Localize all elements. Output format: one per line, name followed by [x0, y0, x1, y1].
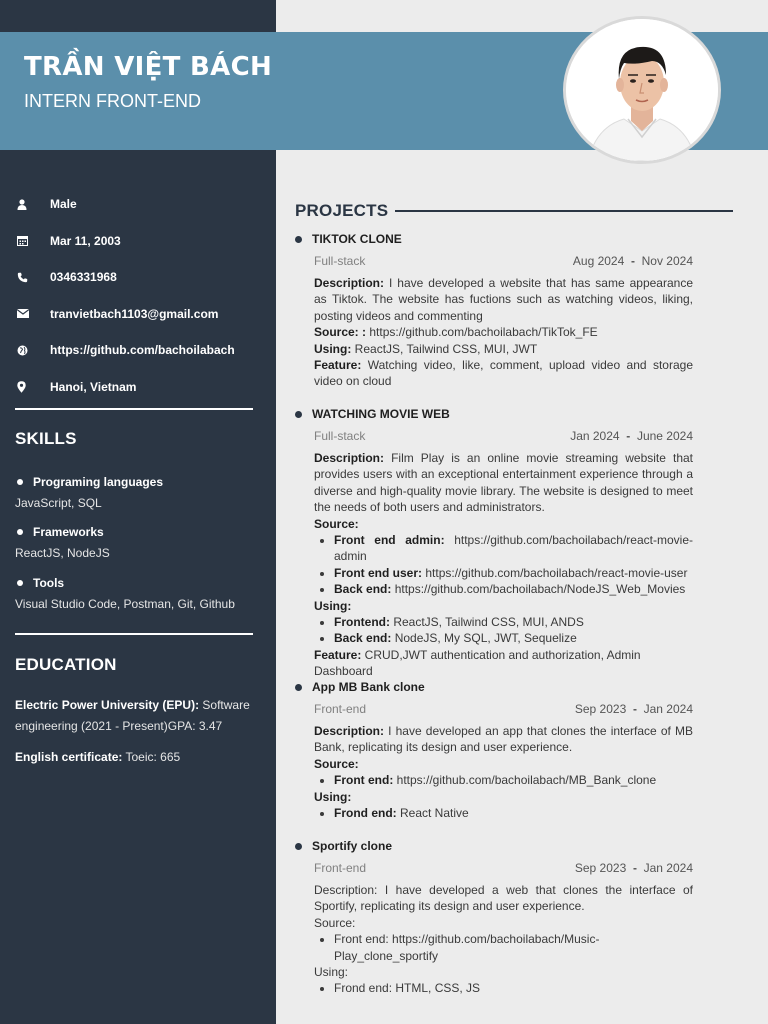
source-list — [334, 772, 693, 788]
source-list — [334, 931, 693, 964]
profile-photo-graphic — [566, 19, 718, 161]
using-label: Using: — [314, 789, 352, 804]
contact-website[interactable] — [15, 332, 255, 369]
source-label: Source: : — [314, 325, 367, 340]
using-item-value: NodeJS, My SQL, JWT, Sequelize — [391, 631, 577, 646]
bullet-icon — [295, 684, 302, 691]
candidate-role: INTERN FRONT-END — [24, 91, 201, 111]
source-item-label: Front end: — [334, 773, 394, 788]
source-item-label: Back end: — [334, 582, 392, 597]
list-item — [334, 532, 693, 565]
contact-text: Mar 11, 2003 — [50, 233, 121, 248]
project-dates — [575, 861, 693, 875]
contact-text: 0346331968 — [50, 270, 117, 285]
school-value: Software engineering (2021 - Present)GPA: 3.47 — [15, 698, 250, 733]
sidebar — [0, 0, 276, 1024]
using-label: Using: — [314, 598, 352, 613]
project-title: TIKTOK CLONE — [312, 232, 402, 246]
education-heading: EDUCATION — [15, 655, 117, 674]
using-label: Using: — [314, 341, 352, 356]
project-start: Aug 2024 — [572, 254, 625, 268]
using-item-value: React Native — [396, 806, 469, 821]
cert-label: English certificate: — [15, 750, 123, 764]
project-spotify — [295, 839, 693, 997]
contact-location — [15, 369, 255, 406]
contact-birthday — [15, 223, 255, 260]
contact-text: tranvietbach1103@gmail.com — [50, 306, 219, 321]
desc-label: Description: — [314, 724, 385, 738]
source-label: Source: — [314, 756, 359, 771]
bullet-icon — [17, 479, 23, 485]
source-link[interactable]: https://github.com/bachoilabach/MB_Bank_clone — [393, 773, 657, 788]
map-pin-icon — [15, 381, 50, 393]
source-label: Source: — [314, 915, 356, 930]
skill-title: Tools — [33, 576, 65, 590]
calendar-icon — [15, 235, 50, 246]
candidate-name: TRẦN VIỆT BÁCH — [24, 52, 273, 82]
skill-title: Frameworks — [33, 525, 104, 539]
project-title: WATCHING MOVIE WEB — [312, 407, 450, 421]
project-meta — [314, 861, 693, 875]
project-tiktok — [295, 232, 693, 390]
using-item-value: ReactJS, Tailwind CSS, MUI, ANDS — [390, 615, 584, 630]
feature-label: Feature: — [314, 647, 362, 662]
contact-text: https://github.com/bachoilabach — [50, 343, 235, 358]
project-dates — [573, 254, 693, 268]
project-feature: CRUD,JWT authentication and authorization, Admin Dashboard — [314, 647, 641, 679]
project-feature: Watching video, like, comment, upload video and storage video on cloud — [314, 358, 693, 389]
using-label: Using: — [314, 965, 349, 980]
project-title: Sportify clone — [312, 839, 393, 853]
using-list — [334, 980, 693, 996]
skill-item — [15, 576, 255, 611]
skill-title: Programing languages — [33, 475, 164, 489]
project-meta — [314, 429, 693, 443]
skill-item — [15, 475, 255, 510]
desc-label: Description: — [314, 451, 385, 465]
list-item — [334, 581, 693, 597]
project-type: Full-stack — [314, 429, 366, 443]
contact-list — [15, 186, 255, 405]
project-body — [314, 450, 693, 680]
skills-heading: SKILLS — [15, 429, 77, 448]
date-separator: - — [632, 861, 637, 875]
project-mb-bank — [295, 680, 693, 821]
education-school — [15, 695, 255, 737]
desc-label: Description: — [314, 276, 385, 290]
source-link[interactable]: https://github.com/bachoilabach/NodeJS_Web_Movies — [391, 582, 686, 597]
list-item — [334, 772, 693, 788]
contact-text: Male — [50, 197, 77, 212]
using-list — [334, 805, 693, 821]
project-start: Jan 2024 — [570, 429, 620, 443]
project-end: Jan 2024 — [643, 861, 693, 875]
list-item — [334, 805, 693, 821]
profile-photo — [563, 16, 721, 164]
project-start: Sep 2023 — [574, 861, 627, 875]
education-certificate — [15, 747, 255, 768]
project-meta — [314, 702, 693, 716]
project-source-link[interactable]: https://github.com/bachoilabach/TikTok_FE — [366, 325, 598, 340]
sidebar-divider — [15, 633, 253, 635]
envelope-icon — [15, 309, 50, 318]
skill-value: Visual Studio Code, Postman, Git, Github — [15, 597, 235, 611]
project-end: Jan 2024 — [643, 702, 693, 716]
project-body — [314, 882, 693, 997]
project-using: ReactJS, Tailwind CSS, MUI, JWT — [351, 341, 538, 356]
sidebar-divider — [15, 408, 253, 410]
projects-heading: PROJECTS — [295, 201, 389, 220]
project-movie-web — [295, 407, 693, 680]
contact-email[interactable] — [15, 296, 255, 333]
school-label: Electric Power University (EPU): — [15, 698, 200, 712]
project-type: Front-end — [314, 861, 367, 875]
source-list — [334, 532, 693, 598]
project-end: Nov 2024 — [641, 254, 693, 268]
project-end: June 2024 — [636, 429, 693, 443]
project-body — [314, 275, 693, 390]
source-label: Source: — [314, 516, 359, 531]
source-item-label: Front end admin: — [334, 533, 445, 548]
project-dates — [570, 429, 693, 443]
list-item[interactable]: • Front end: https://github.com/bachoilabach/Music-Play_clone_sportify — [334, 931, 693, 964]
skill-value: JavaScript, SQL — [15, 496, 102, 510]
project-meta — [314, 254, 693, 268]
projects-heading-rule — [395, 210, 733, 212]
project-type: Full-stack — [314, 254, 366, 268]
project-description: Description: I have developed a web that clones the interface of Sportify, replicating its design and user experience. — [314, 883, 693, 914]
using-item-label: Frontend: — [334, 615, 390, 630]
date-separator: - — [630, 254, 635, 268]
bullet-icon — [295, 843, 302, 850]
project-body — [314, 723, 693, 821]
bullet-icon — [17, 529, 23, 535]
bullet-icon — [295, 236, 302, 243]
user-icon — [15, 199, 50, 210]
globe-icon — [15, 345, 50, 356]
list-item — [334, 630, 693, 646]
project-description: Film Play is an online movie streaming website that provides users with an exceptional entertainment experience through a diverse and high-quality movie library. The website is designed to meet the needs of both users and administrators. — [314, 451, 693, 515]
skill-item — [15, 525, 255, 560]
source-item-label: Front end user: — [334, 565, 423, 580]
contact-gender — [15, 186, 255, 223]
list-item — [334, 565, 693, 581]
list-item — [334, 614, 693, 630]
using-item-label: Back end: — [334, 631, 392, 646]
date-separator: - — [626, 429, 631, 443]
list-item: • Frond end: HTML, CSS, JS — [334, 980, 693, 996]
phone-icon — [15, 272, 50, 283]
skill-value: ReactJS, NodeJS — [15, 546, 110, 560]
using-item-label: Frond end: — [334, 806, 397, 821]
feature-label: Feature: — [314, 358, 362, 373]
date-separator: - — [632, 702, 637, 716]
bullet-icon — [17, 580, 23, 586]
bullet-icon — [295, 411, 302, 418]
source-link[interactable]: https://github.com/bachoilabach/react-movie-user — [422, 565, 688, 580]
using-list — [334, 614, 693, 647]
project-description: I have developed a website that has same appearance as Tiktok. The website has fuctions such as watching videos, liking, posting videos and commenting — [314, 276, 693, 323]
project-type: Front-end — [314, 702, 367, 716]
source-link[interactable]: https://github.com/bachoilabach/react-movie-admin — [334, 533, 693, 564]
contact-phone[interactable] — [15, 259, 255, 296]
contact-text: Hanoi, Vietnam — [50, 379, 137, 394]
project-description: I have developed an app that clones the interface of MB Bank, replicating its design and user experience. — [314, 724, 693, 755]
project-title: App MB Bank clone — [312, 680, 425, 694]
cert-value: Toeic: 665 — [122, 750, 181, 764]
project-dates — [575, 702, 693, 716]
project-start: Sep 2023 — [574, 702, 627, 716]
